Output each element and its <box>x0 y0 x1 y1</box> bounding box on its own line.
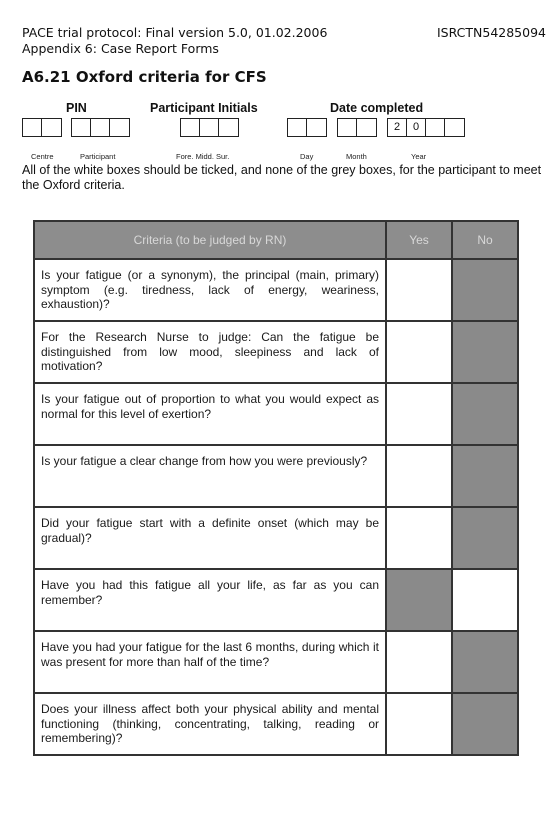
month-digit[interactable] <box>357 119 376 136</box>
year-sublabel: Year <box>411 152 427 161</box>
criteria-question: Is your fatigue out of proportion to what you would expect as normal for this level of exertion? <box>34 383 386 445</box>
initials-boxes[interactable] <box>180 118 239 137</box>
yes-tickbox[interactable] <box>386 631 452 693</box>
yes-tickbox[interactable] <box>386 569 452 631</box>
no-tickbox[interactable] <box>452 507 518 569</box>
initials-sublabel: Fore. Midd. Sur. <box>176 152 230 161</box>
pin-participant-digit[interactable] <box>91 119 110 136</box>
participant-sublabel: Participant <box>80 152 116 161</box>
month-sublabel: Month <box>346 152 367 161</box>
pin-centre-digit[interactable] <box>42 119 61 136</box>
criteria-question: Have you had your fatigue for the last 6 months, during which it was present for more than half of the time? <box>34 631 386 693</box>
pin-participant-boxes[interactable] <box>71 118 130 137</box>
pin-centre-boxes[interactable] <box>22 118 62 137</box>
pin-participant-digit[interactable] <box>72 119 91 136</box>
date-month-boxes[interactable] <box>337 118 377 137</box>
table-row <box>34 569 518 631</box>
year-digit[interactable]: 0 <box>407 119 426 136</box>
criteria-question: Does your illness affect both your physical ability and mental functioning (thinking, concentrating, talking, reading or remembering)? <box>34 693 386 755</box>
pin-participant-digit[interactable] <box>110 119 129 136</box>
no-tickbox[interactable] <box>452 693 518 755</box>
table-row <box>34 259 518 321</box>
table-row <box>34 321 518 383</box>
day-digit[interactable] <box>288 119 307 136</box>
no-tickbox[interactable] <box>452 259 518 321</box>
initial-surname[interactable] <box>219 119 238 136</box>
criteria-table <box>33 220 519 756</box>
initial-fore[interactable] <box>181 119 200 136</box>
pin-centre-digit[interactable] <box>23 119 42 136</box>
table-row <box>34 507 518 569</box>
no-tickbox[interactable] <box>452 383 518 445</box>
yes-tickbox[interactable] <box>386 259 452 321</box>
year-digit[interactable] <box>445 119 464 136</box>
protocol-line: PACE trial protocol: Final version 5.0, 01.02.2006 <box>22 25 328 40</box>
no-tickbox[interactable] <box>452 321 518 383</box>
date-year-boxes[interactable] <box>387 118 465 137</box>
table-header-row <box>34 221 518 259</box>
pin-label: PIN <box>66 101 87 115</box>
isrctn-number: ISRCTN54285094 <box>436 25 546 40</box>
criteria-question: Did your fatigue start with a definite onset (which may be gradual)? <box>34 507 386 569</box>
document-header <box>22 25 327 57</box>
criteria-question: For the Research Nurse to judge: Can the fatigue be distinguished from low mood, sleepiness and lack of motivation? <box>34 321 386 383</box>
appendix-line: Appendix 6: Case Report Forms <box>22 41 219 56</box>
form-title: A6.21 Oxford criteria for CFS <box>22 68 267 86</box>
yes-tickbox[interactable] <box>386 445 452 507</box>
month-digit[interactable] <box>338 119 357 136</box>
year-digit[interactable]: 2 <box>388 119 407 136</box>
criteria-header: Criteria (to be judged by RN) <box>34 221 386 259</box>
instructions-text: All of the white boxes should be ticked, and none of the grey boxes, for the participant to meet the Oxford criteria. <box>22 163 542 192</box>
criteria-question: Is your fatigue a clear change from how you were previously? <box>34 445 386 507</box>
no-tickbox[interactable] <box>452 569 518 631</box>
initials-label: Participant Initials <box>150 101 258 115</box>
no-header: No <box>452 221 518 259</box>
yes-header: Yes <box>386 221 452 259</box>
centre-sublabel: Centre <box>31 152 54 161</box>
yes-tickbox[interactable] <box>386 383 452 445</box>
yes-tickbox[interactable] <box>386 693 452 755</box>
yes-tickbox[interactable] <box>386 507 452 569</box>
criteria-question: Have you had this fatigue all your life, as far as you can remember? <box>34 569 386 631</box>
day-digit[interactable] <box>307 119 326 136</box>
table-row <box>34 445 518 507</box>
yes-tickbox[interactable] <box>386 321 452 383</box>
no-tickbox[interactable] <box>452 445 518 507</box>
year-digit[interactable] <box>426 119 445 136</box>
table-row <box>34 383 518 445</box>
date-day-boxes[interactable] <box>287 118 327 137</box>
criteria-question: Is your fatigue (or a synonym), the principal (main, primary) symptom (e.g. tiredness, lack of energy, weariness, exhaustion)? <box>34 259 386 321</box>
day-sublabel: Day <box>300 152 314 161</box>
table-row <box>34 693 518 755</box>
no-tickbox[interactable] <box>452 631 518 693</box>
table-row <box>34 631 518 693</box>
date-label: Date completed <box>330 101 424 115</box>
initial-middle[interactable] <box>200 119 219 136</box>
